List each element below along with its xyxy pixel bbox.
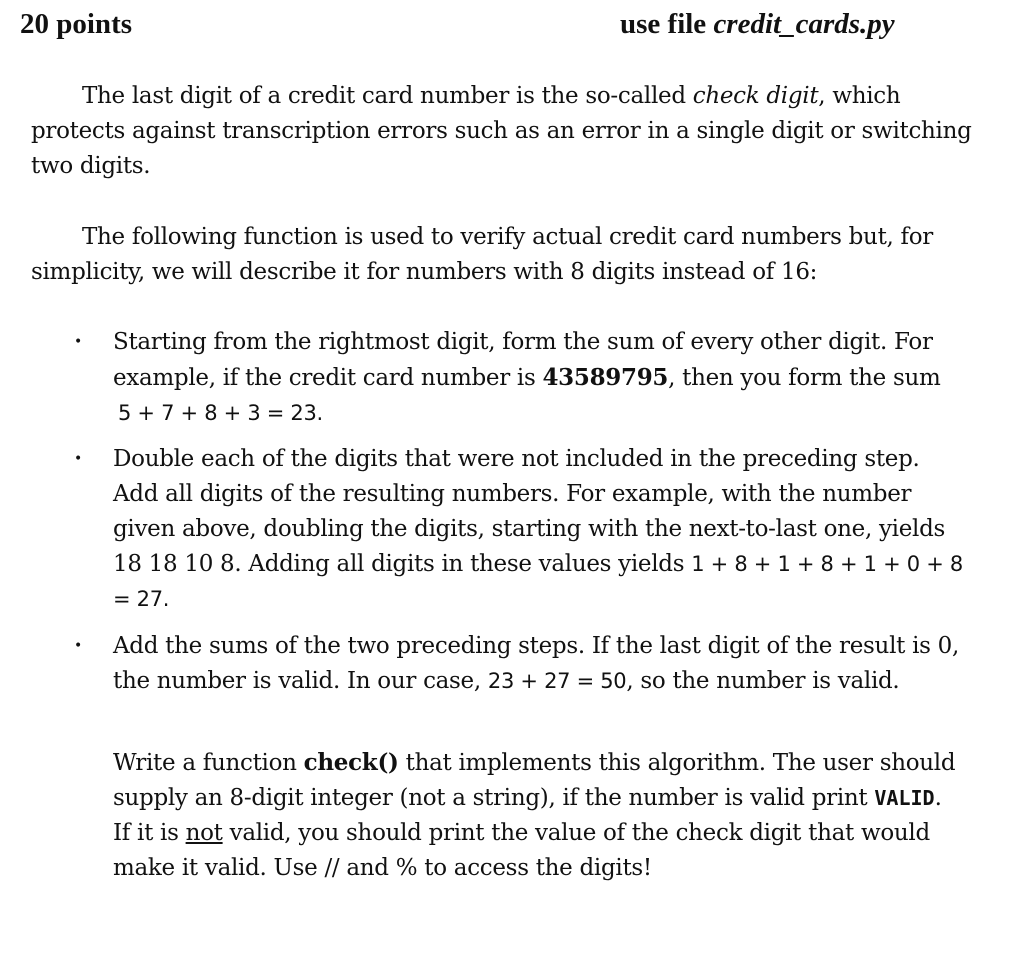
task-text: If it is [113,820,186,846]
step2-line-4 [113,547,963,582]
bullet-step-2 [113,442,963,617]
points-heading: 20 points [20,8,133,40]
bullet-marker-3: • [74,638,83,654]
file-heading [620,6,895,42]
step3-text: the number is valid. In our case, [113,668,488,694]
description-paragraph [31,220,933,290]
step1-line-1: Starting from the rightmost digit, form the sum of every other digit. For [113,329,933,355]
task-text: Write a function [113,750,304,776]
task-line-1 [113,745,955,781]
file-prefix: use file [620,8,714,40]
step1-sum: 5 + 7 + 8 + 3 = 23. [118,401,323,425]
task-paragraph [113,745,955,886]
bullet-step-1 [113,325,940,431]
task-line-3 [113,816,955,851]
description-line-2: simplicity, we will describe it for numbers with 8 digits instead of 16: [31,259,818,285]
bullet-marker-2: • [74,451,83,467]
description-line-1: The following function is used to verify actual credit card numbers but, for [82,224,933,250]
task-text: supply an 8-digit integer (not a string), if the number is valid print [113,785,875,811]
valid-output-code: VALID [874,786,935,810]
step2-digit-sum: 1 + 8 + 1 + 8 + 1 + 0 + 8 [691,552,963,576]
bullet-marker-1: • [74,334,83,350]
step2-line-2: Add all digits of the resulting numbers. For example, with the number [113,481,912,507]
step2-line-3: given above, doubling the digits, starting with the next-to-last one, yields [113,516,946,542]
function-name: check() [303,749,399,776]
intro-line-1 [31,79,972,114]
task-text: valid, you should print the value of the check digit that would [222,820,930,846]
step3-total: 23 + 27 = 50 [487,669,627,693]
step2-result: = 27. [113,587,170,611]
step3-text: , so the number is valid. [626,668,900,694]
file-name: credit_cards.py [713,8,895,40]
step2-line-1: Double each of the digits that were not included in the preceding step. [113,446,920,472]
intro-line-2: protects against transcription errors such as an error in a single digit or switching [31,118,972,144]
task-text: . [934,785,942,811]
task-line-4: make it valid. Use // and % to access the digits! [113,855,652,881]
step3-line-2 [113,664,959,699]
example-card-number: 43589795 [542,364,669,391]
step1-text: example, if the credit card number is [113,365,543,391]
bullet-step-3 [113,629,959,699]
intro-text: The last digit of a credit card number is the so-called [82,83,693,109]
step1-line-2 [113,360,940,396]
task-text: that implements this algorithm. The user should [398,750,956,776]
step1-text: , then you form the sum [668,365,941,391]
check-digit-term: check digit [692,83,819,109]
intro-line-3: two digits. [31,153,151,179]
step2-text: 18 18 10 8. Adding all digits in these values yields [113,551,692,577]
intro-paragraph [31,79,972,184]
intro-text: , which [818,83,901,109]
step3-line-1: Add the sums of the two preceding steps. If the last digit of the result is 0, [113,633,959,659]
task-line-2 [113,781,955,816]
not-underlined: not [185,820,223,846]
